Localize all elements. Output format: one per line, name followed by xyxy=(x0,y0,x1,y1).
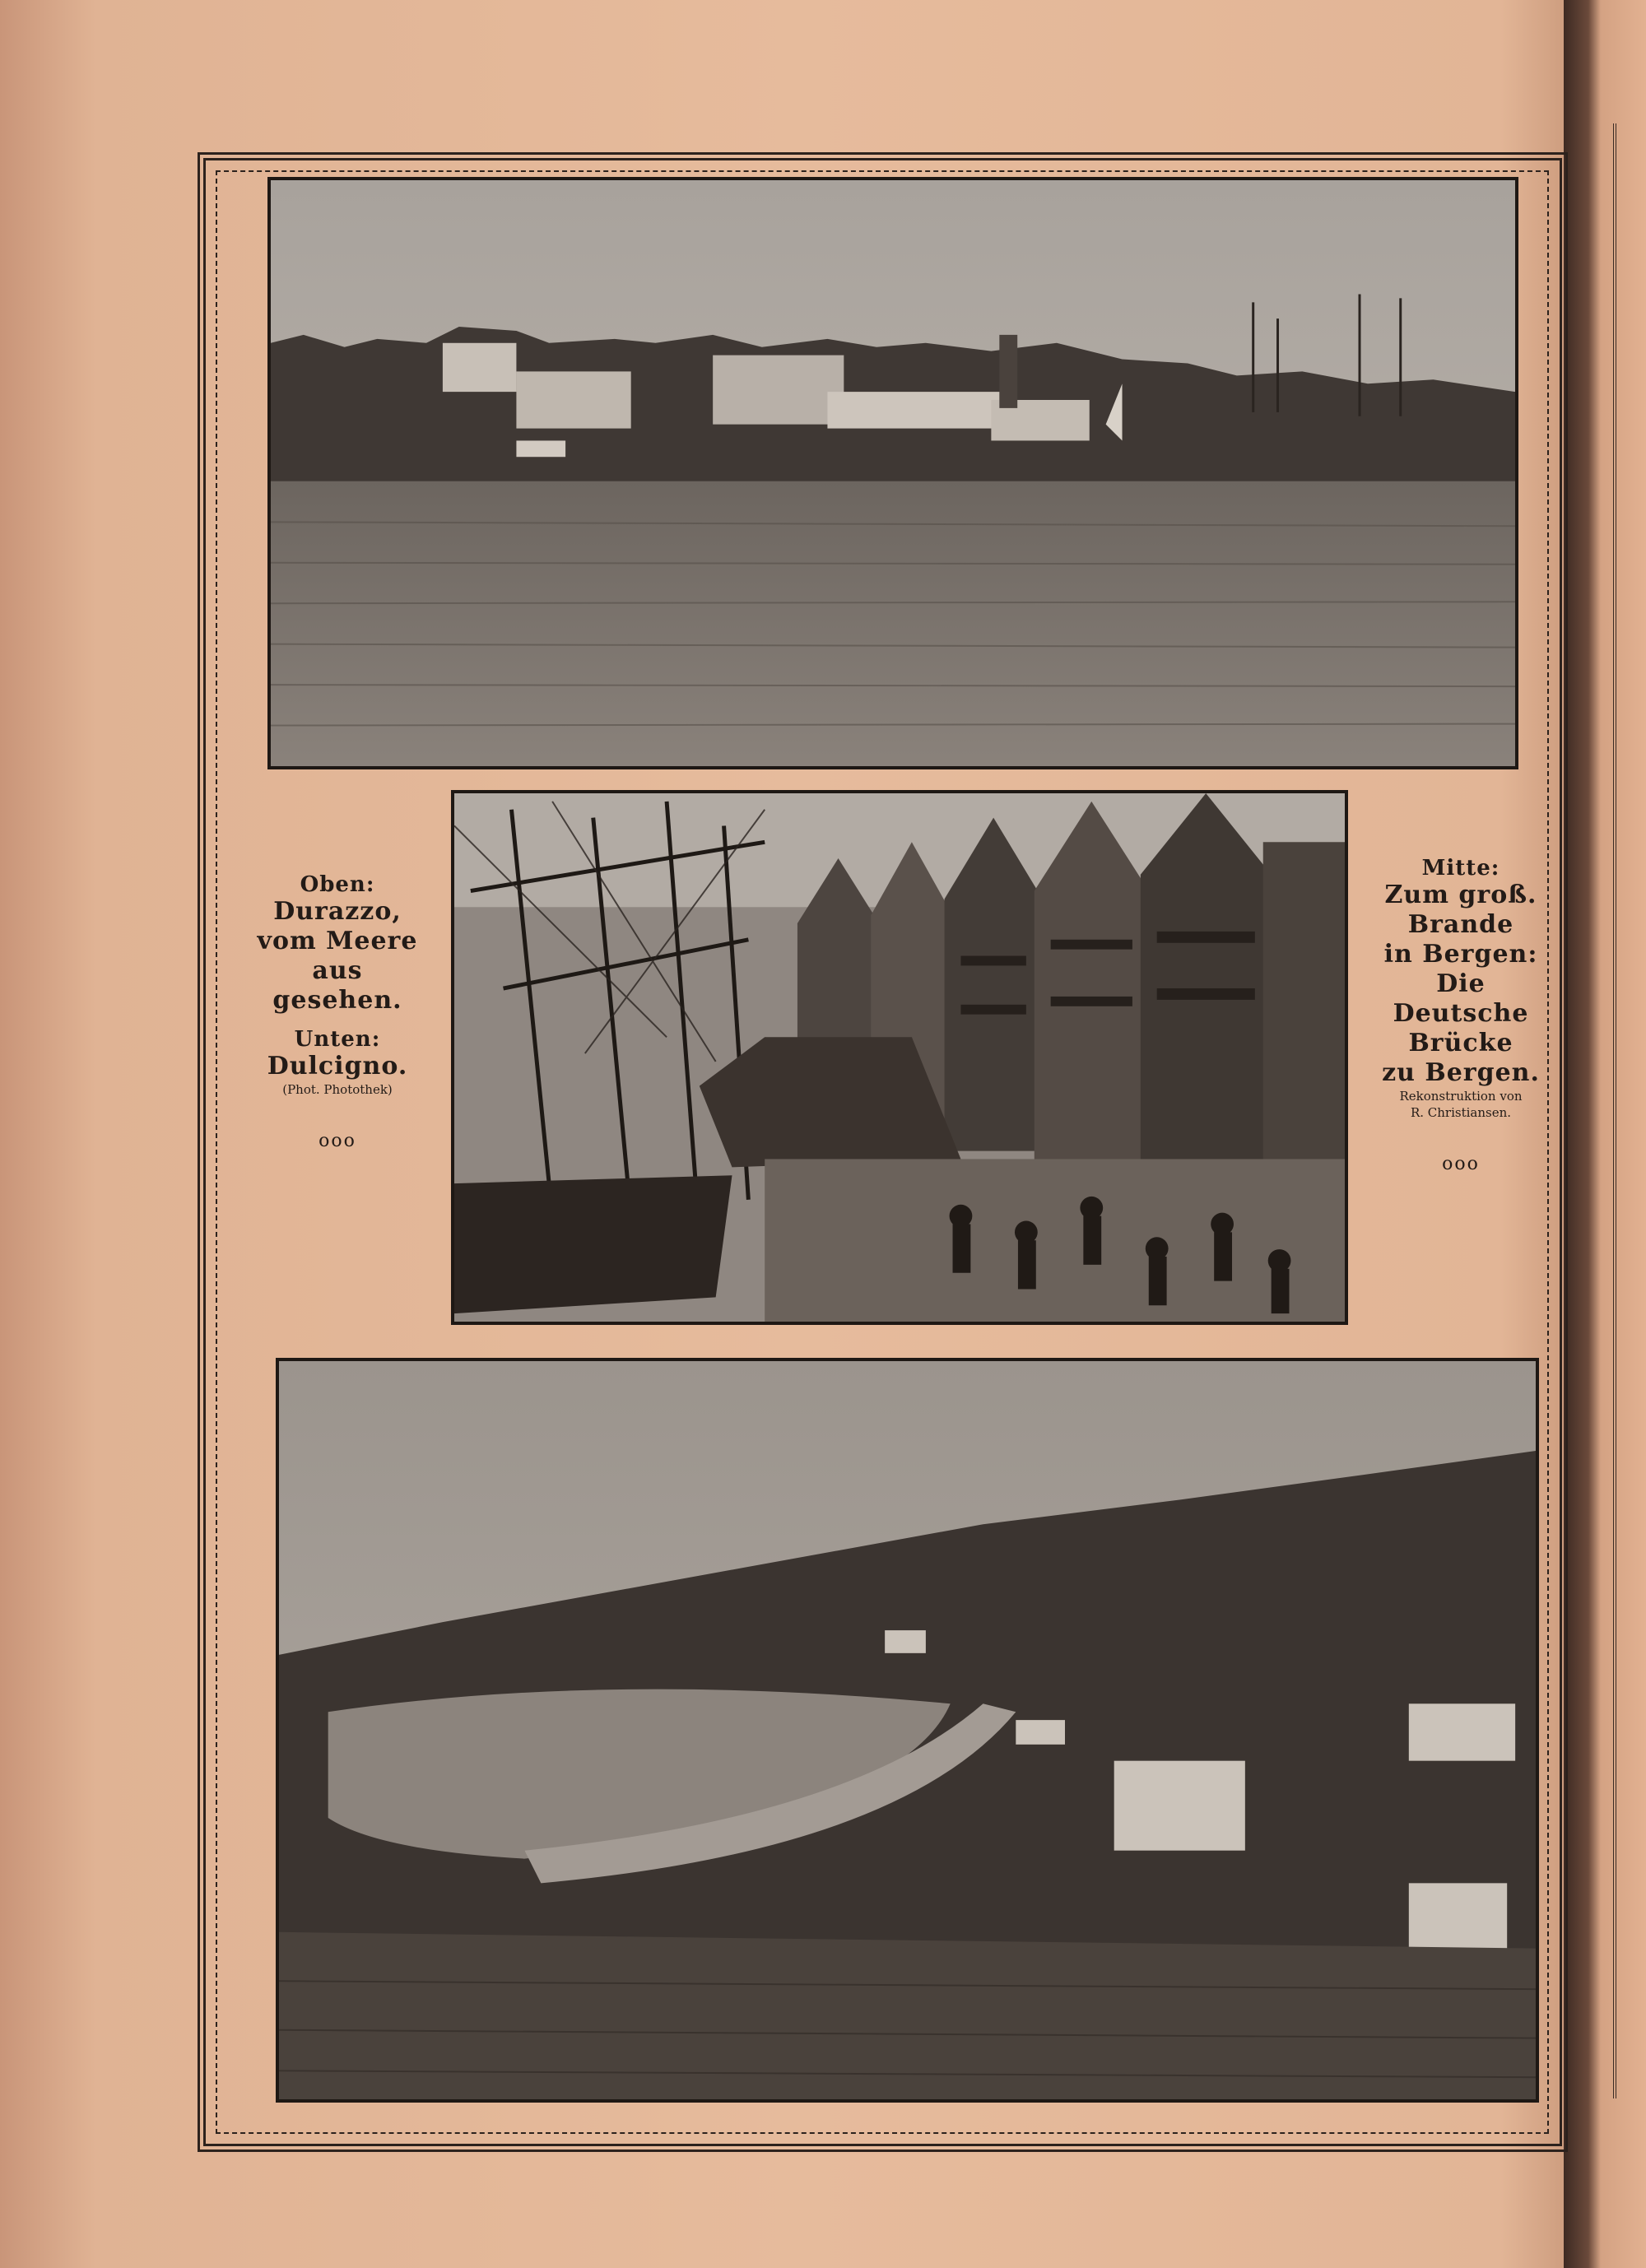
caption-heading-bottom: Unten: xyxy=(294,1027,381,1052)
caption-line3: Die xyxy=(1436,969,1486,998)
photo-durazzo xyxy=(267,177,1518,769)
photo-bergen xyxy=(451,790,1348,1325)
caption-heading-top: Oben: xyxy=(300,872,375,897)
caption-subtitle-line1: vom Meere aus xyxy=(257,927,418,985)
caption-line5: zu Bergen. xyxy=(1382,1058,1540,1087)
dulcigno-illustration xyxy=(279,1361,1536,2099)
caption-ornament-left: ooo xyxy=(319,1131,356,1151)
caption-line2: in Bergen: xyxy=(1383,940,1538,969)
durazzo-illustration xyxy=(271,180,1515,766)
bergen-illustration xyxy=(454,793,1345,1322)
caption-right xyxy=(1358,856,1564,1174)
caption-line4: Deutsche Brücke xyxy=(1393,999,1529,1057)
caption-ornament-right: ooo xyxy=(1442,1154,1480,1174)
caption-heading-middle: Mitte: xyxy=(1421,856,1500,881)
caption-left xyxy=(239,872,436,1151)
next-page-border xyxy=(1613,123,1641,2098)
caption-subtitle-line2: gesehen. xyxy=(272,986,402,1015)
photo-dulcigno xyxy=(276,1358,1539,2103)
caption-credit-line1: Rekonstruktion von xyxy=(1399,1089,1523,1104)
caption-photo-credit: (Phot. Photothek) xyxy=(282,1082,393,1097)
caption-title-durazzo: Durazzo, xyxy=(273,897,402,926)
caption-title-dulcigno: Dulcigno. xyxy=(267,1052,408,1081)
caption-credit-line2: R. Christiansen. xyxy=(1410,1105,1512,1120)
caption-line1: Zum groß. Brande xyxy=(1384,881,1537,939)
